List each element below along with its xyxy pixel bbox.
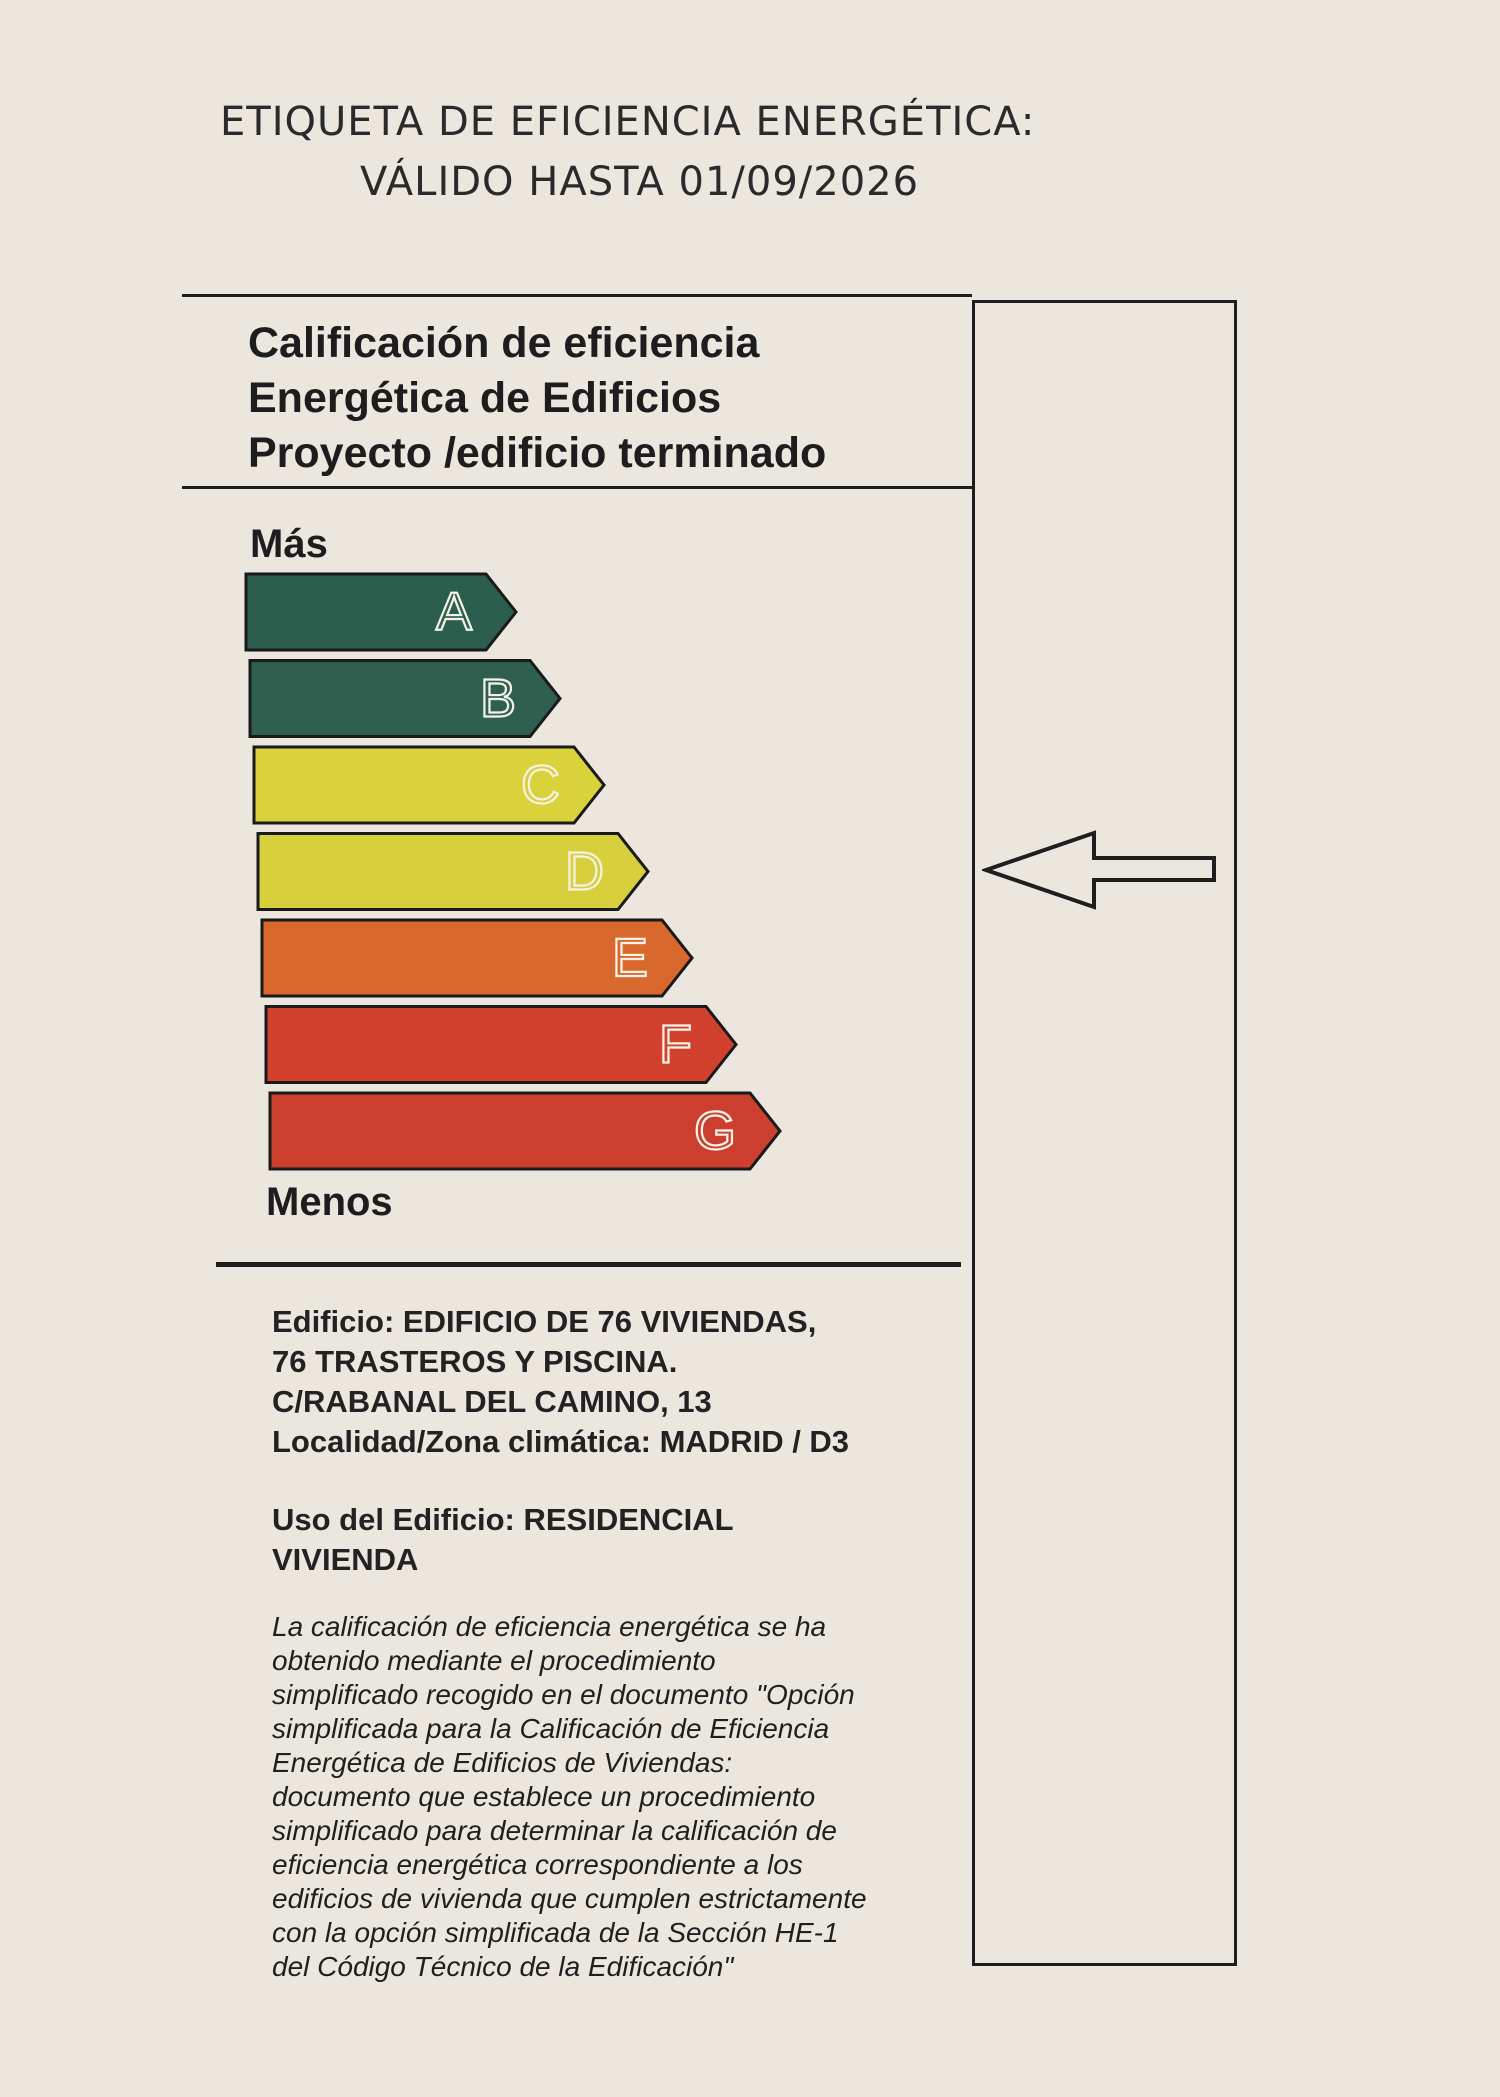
certificate-title-line-1: Calificación de eficiencia (248, 319, 760, 367)
energy-class-d (258, 834, 648, 910)
building-name: Edificio: EDIFICIO DE 76 VIVIENDAS, (272, 1304, 817, 1339)
disclaimer-line: Energética de Edificios de Viviendas: (272, 1747, 733, 1778)
title-divider (182, 486, 972, 489)
energy-class-e (262, 920, 692, 996)
energy-class-a (246, 574, 516, 650)
energy-class-letter: D (565, 841, 604, 902)
disclaimer-line: simplificado para determinar la calificación de (272, 1815, 837, 1846)
building-name-cont: 76 TRASTEROS Y PISCINA. (272, 1344, 678, 1379)
energy-class-letter: F (659, 1014, 692, 1075)
more-efficient-label: Más (250, 522, 328, 566)
climate-zone: Localidad/Zona climática: MADRID / D3 (272, 1424, 850, 1459)
disclaimer (272, 1610, 972, 1984)
disclaimer-line: eficiencia energética correspondiente a los (272, 1849, 803, 1880)
energy-scale (236, 566, 836, 1176)
energy-class-f (266, 1007, 736, 1083)
energy-class-c (254, 747, 604, 823)
energy-class-letter: B (479, 668, 516, 729)
building-address: C/RABANAL DEL CAMINO, 13 (272, 1384, 712, 1419)
page-header (220, 92, 1120, 212)
certificate-title-line-3: Proyecto /edificio terminado (248, 429, 827, 477)
energy-class-letter: E (611, 928, 648, 988)
label-title: ETIQUETA DE EFICIENCIA ENERGÉTICA: (220, 99, 1036, 145)
disclaimer-line: simplificado recogido en el documento "Opción (272, 1679, 855, 1710)
energy-class-g (270, 1093, 780, 1169)
certificate-title-line-2: Energética de Edificios (248, 374, 722, 422)
rating-column (972, 300, 1237, 1966)
info-divider (216, 1262, 961, 1267)
disclaimer-line: del Código Técnico de la Edificación" (272, 1951, 734, 1982)
energy-class-b (250, 661, 560, 737)
disclaimer-line: documento que establece un procedimiento (272, 1781, 816, 1812)
certificate-title (248, 316, 948, 481)
energy-class-bar (246, 574, 516, 650)
energy-class-letter: G (693, 1101, 736, 1161)
top-rule (182, 294, 972, 297)
rating-arrow-icon (982, 830, 1222, 910)
disclaimer-line: La calificación de eficiencia energética se ha (272, 1611, 827, 1642)
building-info (272, 1302, 972, 1984)
energy-class-letter: A (435, 582, 472, 642)
disclaimer-line: edificios de vivienda que cumplen estrictamente (272, 1883, 867, 1914)
disclaimer-line: obtenido mediante el procedimiento (272, 1645, 716, 1676)
less-efficient-label: Menos (266, 1180, 393, 1224)
energy-class-letter: C (521, 755, 560, 815)
disclaimer-line: simplificada para la Calificación de Eficiencia (272, 1713, 830, 1744)
disclaimer-line: con la opción simplificada de la Sección HE-1 (272, 1917, 839, 1948)
building-use: Uso del Edificio: RESIDENCIAL (272, 1502, 734, 1537)
valid-until: VÁLIDO HASTA 01/09/2026 (360, 159, 920, 205)
building-use-cont: VIVIENDA (272, 1542, 419, 1577)
